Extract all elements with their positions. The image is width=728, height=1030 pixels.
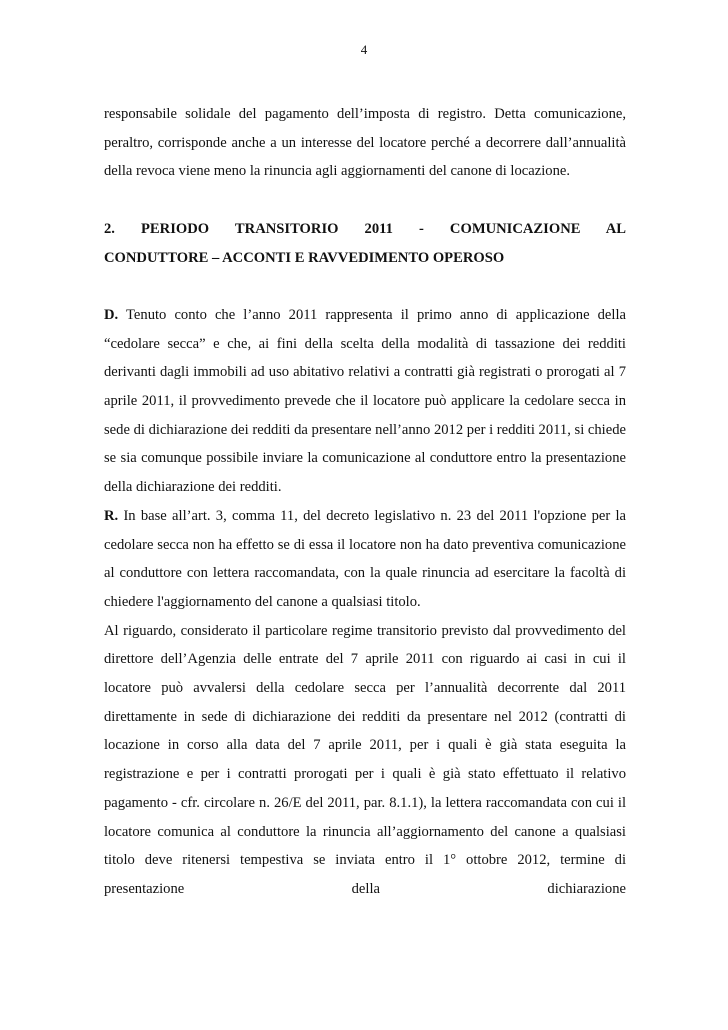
- document-body: [104, 100, 626, 904]
- section-heading: [104, 215, 626, 272]
- answer-text: In base all’art. 3, comma 11, del decreto legislativo n. 23 del 2011 l'opzione per la cedolare secca non ha effetto se di essa il locatore non ha dato preventiva comunicazione al conduttore con lettera raccomandata, con la quale rinuncia ad esercitare la facoltà di chiedere l'aggiornamento del canone a qualsiasi titolo.: [104, 507, 626, 610]
- answer-paragraph: [104, 502, 626, 617]
- section-heading-line1: 2. PERIODO TRANSITORIO 2011 - COMUNICAZIONE AL: [104, 220, 626, 237]
- section-heading-line2: CONDUTTORE – ACCONTI E RAVVEDIMENTO OPEROSO: [104, 249, 505, 266]
- paragraph-spacer: [104, 272, 626, 301]
- followup-paragraph: Al riguardo, considerato il particolare regime transitorio previsto dal provvedimento del direttore dell’Agenzia delle entrate del 7 aprile 2011 con riguardo ai casi in cui il locatore può avvalersi della cedolare secca per l’annualità decorrente dal 2011 direttamente in sede di dichiarazione dei redditi da presentare nel 2012 (contratti di locazione in corso alla data del 7 aprile 2011, per i quali è già stata eseguita la registrazione e per i contratti prorogati per i quali è già stato effettuato il relativo pagamento - cfr. circolare n. 26/E del 2011, par. 8.1.1), la lettera raccomandata con cui il locatore comunica al conduttore la rinuncia all’aggiornamento del canone a qualsiasi titolo deve ritenersi tempestiva se inviata entro il 1° ottobre 2012, termine di presentazione della dichiarazione: [104, 622, 626, 897]
- paragraph-spacer: [104, 186, 626, 215]
- answer-label: R.: [104, 507, 119, 524]
- question-text: Tenuto conto che l’anno 2011 rappresenta il primo anno di applicazione della “cedolare secca” e che, ai fini della scelta della modalità di tassazione dei redditi derivanti dagli immobili ad uso abitativo relativi a contratti già registrati o prorogati al 7 aprile 2011, il provvedimento prevede che il locatore può applicare la cedolare secca in sede di dichiarazione dei redditi da presentare nell’anno 2012 per i redditi 2011, si chiede se sia comunque possibile inviare la comunicazione al conduttore entro la presentazione della dichiarazione dei redditi.: [104, 306, 626, 496]
- question-paragraph: [104, 301, 626, 502]
- intro-paragraph: responsabile solidale del pagamento dell’imposta di registro. Detta comunicazione, peraltro, corrisponde anche a un interesse del locatore perché a decorrere dall’annualità della revoca viene meno la rinuncia agli aggiornamenti del canone di locazione.: [104, 106, 626, 180]
- question-label: D.: [104, 306, 119, 323]
- page-number: 4: [360, 42, 368, 57]
